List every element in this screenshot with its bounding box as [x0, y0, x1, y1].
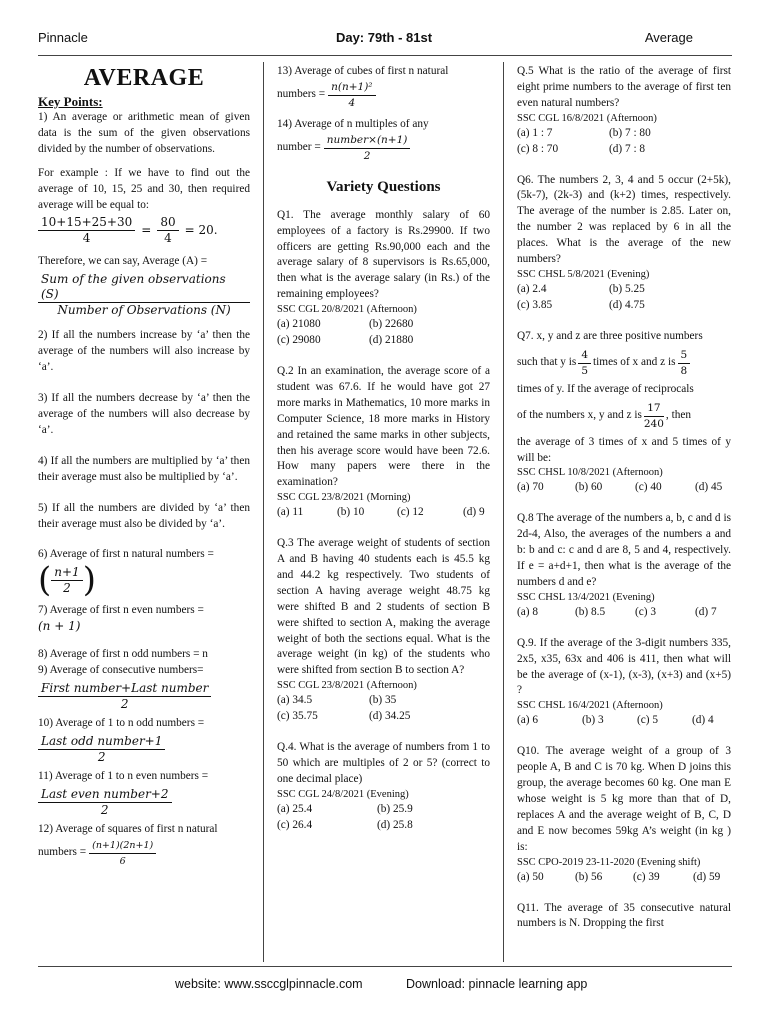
formula-odd: $\frac{\text{Last odd number+1}}{2}$ [38, 734, 165, 765]
key-point-3: 3) If all the numbers decrease by ‘a’ then the average of the numbers will also decrease by ‘a’. [38, 392, 250, 436]
option: (d) 4 [692, 714, 714, 727]
example-numerator: 10+15+25+30 [38, 215, 135, 231]
question-6: Q6. The numbers 2, 3, 4 and 5 occur (2+5k), (5k-7), (2k-3) and (k+2) times, respectively. The average of the number is 2.85. Later on, the number 2 was replaced by 6 in all the places. What is the average of the new numbers? [517, 173, 731, 266]
question-5: Q.5 What is the ratio of the average of first eight prime numbers to the average of first ten even natural numbers? [517, 65, 731, 109]
option: (d) 9 [463, 506, 485, 519]
option: (b) 3 [582, 714, 604, 727]
option: (d) 25.8 [377, 818, 413, 831]
column-1: AVERAGE Key Points: 1) An average or arithmetic mean of given data is the sum of the given observations divided by the number of observations. For example : If we have to find out the average of 10, 15, 25 and 30, then required average will be equal to: $\frac{10+15+25+30}{4}$ = $\frac{80}{4}$ = 20. Therefore, we can say, Average (A) = $\frac{\text{Sum of the given observations (S)}}{\text{Number of Observations (N)}}$ 2) If all the numbers increase by ‘a’ then the average of the numbers will also increase by ‘a’. 3) If all the numbers decrease by ‘a’ then the average of the numbers will also decrease by ‘a’. 4) If all the numbers are multiplied by ‘a’ then their average must also be multiplied by ‘a’. 5) If all the numbers are divided by ‘a’ then their average must also be divided by ‘a’. 6) Average of first n natural numbers = ( $\frac{n+1}{2}$ ) 7) Average of first n even numbers = (n + 1) 8) Average of first n odd numbers = n 9) Average of consecutive numbers= $\frac{\text{First number+Last number}}{2}$ 10) Average of 1 to n odd numbers = $\frac{\text{Last odd number+1}}{2}$ 11) Average of 1 to n even numbers = $\frac{\text{Last even number+2}}{2}$ 12) Average of squares of first n natural numbers = $\frac{(n+1)(2n+1)}{6}$ [38, 65, 250, 867]
page-header [0, 30, 768, 50]
average-formula: $\frac{\text{Sum of the given observations (S)}}{\text{Number of Observations (N)}}$ [38, 272, 250, 318]
option: (a) 11 [277, 506, 304, 519]
question-4: Q.4. What is the average of numbers from 1 to 50 which are multiples of 2 or 5? (correct to one decimal place) [277, 741, 490, 785]
key-point-9: 9) Average of consecutive numbers= [38, 664, 204, 677]
option: (a) 8 [517, 605, 539, 618]
column-3: Q.5 What is the ratio of the average of first eight prime numbers to the average of first ten even natural numbers? SSC CGL 16/8/2021 (Afternoon) (a) 1 : 7 (b) 7 : 80 (c) 8 : 70 (d) 7 : 8 Q6. The numbers 2, 3, 4 and 5 occur (2+5k), (5k-7), (2k-3) and (k+2) times, respectively. The average of the number is 2.85. Later on, the number 2 was replaced by 6 in all the places. What is the average of the new numbers? SSC CHSL 5/8/2021 (Evening) (a) 2.4 (b) 5.25 (c) 3.85 (d) 4.75 Q7. x, y and z are three positive numbers such that y is $\frac{4}{5}$ times of x and z is $\frac{5}{8}$ times of y. If the average of reciprocals of the numbers x, y and z is $\frac{17}{240}$ , then the average of 3 times of x and 5 times of y will be: SSC CHSL 10/8/2021 (Afternoon) (a) 70 (b) 60 (c) 40 (d) 45 Q.8 The average of the numbers a, b, c and d is 2d-4, Also, the averages of the numbers a and b: b and c: c and d are 8, 5 and 4, respectively. If e = a+d+1, then what is the average of the numbers d and e? SSC CHSL 13/4/2021 (Evening) (a) 8 (b) 8.5 (c) 3 (d) 7 Q.9. If the average of the 3-digit numbers 335, 2x5, x35, 63x and 406 is 411, then what will be the average of (x-1), (x-3), (x+3) and (x+5) ? SSC CHSL 16/4/2021 (Afternoon) (a) 6 (b) 3 (c) 5 (d) 4 Q10. The average weight of a group of 3 people A, B and C is 70 kg. When D joins this group, the average becomes 60 kg. One man E whose weight is 5 kg more than that of D, replaces A and the average weight of B, C, D and E now becomes 59kg A’s weight (in kg ) is: SSC CPO-2019 23-11-2020 (Evening shift) (a) 50 (b) 56 (c) 39 (d) 59 Q11. The average of 35 consecutive natural numbers is N. Dropping the first [517, 64, 731, 932]
option: (c) 29080 [277, 334, 321, 347]
footer-download: Download: pinnacle learning app [406, 977, 588, 991]
footer-rule [38, 966, 732, 967]
formula-squares: $\frac{(n+1)(2n+1)}{6}$ [89, 838, 156, 869]
option: (c) 40 [635, 481, 662, 494]
option: (a) 1 : 7 [517, 126, 553, 139]
key-point-12: 12) Average of squares of first n natural [38, 822, 218, 835]
question-3-source: SSC CGL 23/8/2021 (Afternoon) [277, 680, 417, 692]
option: (d) 34.25 [369, 710, 411, 723]
option: (c) 8 : 70 [517, 142, 559, 155]
header-brand: Pinnacle [38, 30, 88, 45]
header-rule [38, 55, 732, 56]
question-1: Q1. The average monthly salary of 60 employees of a factory is Rs.29900. If two officers are getting Rs.90,000 each and the average salary of 8 supervisors is Rs.65,000, then what is the average salary (in Rs.) of the remaining employees? [277, 208, 490, 301]
question-6-source: SSC CHSL 5/8/2021 (Evening) [517, 268, 650, 280]
question-11: Q11. The average of 35 consecutive natural numbers is N. Dropping the first [517, 901, 731, 930]
option: (b) 7 : 80 [609, 126, 651, 139]
option: (b) 10 [337, 506, 365, 519]
option: (b) 5.25 [609, 282, 645, 295]
column-divider-1 [263, 62, 264, 962]
column-2: 13) Average of cubes of first n natural numbers = $\frac{\text{n(n+1)²}}{4}$ 14) Average of n multiples of any number = $\frac{\text{number×(n+1)}}{2}$ Variety Questions Q1. The average monthly salary of 60 employees of a factory is Rs.29900. If two officers are getting Rs.90,000 each and the average salary of 8 supervisors is Rs.65,000, then what is the average salary (in Rs.) of the remaining employees? SSC CGL 20/8/2021 (Afternoon) (a) 21080 (b) 22680 (c) 29080 (d) 21880 Q.2 In an examination, the average score of a student was 67.6. If he would have got 27 more marks in Mathematics, 10 more marks in Computer Science, 18 more marks in History and retained the same marks in other subjects, then his average score would have been 72.6. How many papers were there in the examination? SSC CGL 23/8/2021 (Morning) (a) 11 (b) 10 (c) 12 (d) 9 Q.3 The average weight of students of section A and B having 40 students each is 45.5 kg and 44.2 kg respectively. Two students of section A having average weight 48.75 kg were shifted B and 2 students of section B were shifted to section A, making the average weight of both the sections equal. What is the average weight (in kg) of the students who were shifted from section B to section A? SSC CGL 23/8/2021 (Afternoon) (a) 34.5 (b) 35 (c) 35.75 (d) 34.25 Q.4. What is the average of numbers from 1 to 50 which are multiples of 2 or 5? (correct to one decimal place) SSC CGL 24/8/2021 (Evening) (a) 25.4 (b) 25.9 (c) 26.4 (d) 25.8 [277, 64, 490, 834]
option: (a) 2.4 [517, 282, 547, 295]
option: (c) 26.4 [277, 818, 313, 831]
question-10: Q10. The average weight of a group of 3 people A, B and C is 70 kg. When D joins this group, the average becomes 60 kg. One man E whose weight is 5 kg more than that of D, replaces A and the average weight of B, C, D and E now becomes 59kg A’s weight (in kg ) is: [517, 745, 731, 853]
option: (a) 6 [517, 714, 539, 727]
option: (b) 8.5 [575, 605, 606, 618]
key-point-1: 1) An average or arithmetic mean of given data is the sum of the given observations divided by the number of observations. [38, 111, 250, 155]
key-point-4: 4) If all the numbers are multiplied by ‘a’ then their average must also be multiplied by ‘a’. [38, 454, 250, 483]
key-point-2: 2) If all the numbers increase by ‘a’ then the average of the numbers will also increase by ‘a’. [38, 329, 250, 374]
option: (c) 35.75 [277, 710, 318, 723]
option: (c) 3 [635, 605, 657, 618]
question-7: Q7. x, y and z are three positive numbers [517, 329, 703, 342]
option: (d) 7 : 8 [609, 142, 646, 155]
question-5-source: SSC CGL 16/8/2021 (Afternoon) [517, 112, 657, 124]
option: (c) 12 [397, 506, 424, 519]
option: (a) 50 [517, 870, 544, 883]
option: (a) 25.4 [277, 802, 313, 815]
option: (c) 3.85 [517, 298, 553, 311]
page-title: AVERAGE [83, 65, 205, 91]
option: (b) 56 [575, 870, 603, 883]
question-8-source: SSC CHSL 13/4/2021 (Evening) [517, 591, 655, 603]
question-2-source: SSC CGL 23/8/2021 (Morning) [277, 492, 411, 504]
example-text: For example : If we have to find out the average of 10, 15, 25 and 30, then required average will be equal to: [38, 166, 250, 211]
key-point-11: 11) Average of 1 to n even numbers = [38, 769, 209, 782]
question-9: Q.9. If the average of the 3-digit numbers 335, 2x5, x35, 63x and 406 is 411, then what will be the average of (x-1), (x-3), (x+3) and (x+5) ? [517, 636, 731, 697]
question-1-source: SSC CGL 20/8/2021 (Afternoon) [277, 304, 417, 316]
question-10-source: SSC CPO-2019 23-11-2020 (Evening shift) [517, 856, 701, 868]
question-3: Q.3 The average weight of students of section A and B having 40 students each is 45.5 kg and 44.2 kg respectively. Two students of section A having average weight 48.75 kg were shifted B and 2 students of section B were shifted to section A, making the average weight of both the sections equal. What is the average weight (in kg) of the students who were shifted from section B to section A? [277, 537, 490, 677]
option: (d) 21880 [369, 334, 414, 347]
option: (a) 70 [517, 481, 544, 494]
option: (a) 34.5 [277, 694, 313, 707]
option: (d) 45 [695, 481, 723, 494]
option: (d) 4.75 [609, 298, 645, 311]
question-9-source: SSC CHSL 16/4/2021 (Afternoon) [517, 700, 663, 712]
formula-natural: ( $\frac{n+1}{2}$ ) [38, 560, 96, 601]
option: (a) 21080 [277, 318, 321, 331]
header-day: Day: 79th - 81st [335, 30, 433, 45]
option: (c) 5 [637, 714, 659, 727]
option: (b) 35 [369, 694, 397, 707]
key-point-6: 6) Average of first n natural numbers = [38, 548, 214, 561]
key-point-8: 8) Average of first n odd numbers = n [38, 648, 208, 661]
option: (c) 39 [633, 870, 660, 883]
key-point-14: 14) Average of n multiples of any [277, 117, 429, 130]
question-8: Q.8 The average of the numbers a, b, c and d is 2d-4, Also, the averages of the numbers a and b: b and c: c and d are 8, 5 and 4, respectively. If e = a+d+1, then what is the average of the numbers d and e? [517, 512, 731, 588]
column-divider-2 [503, 62, 504, 962]
example-equation: $\frac{10+15+25+30}{4}$ = $\frac{80}{4}$ = 20. [38, 215, 250, 246]
key-points-heading: Key Points: [38, 94, 103, 109]
section-heading: Variety Questions [326, 178, 441, 195]
option: (b) 22680 [369, 318, 414, 331]
question-4-source: SSC CGL 24/8/2021 (Evening) [277, 788, 409, 800]
formula-even-range: $\frac{\text{Last even number+2}}{2}$ [38, 787, 172, 818]
formula-even: (n + 1) [38, 619, 81, 634]
question-7-source: SSC CHSL 10/8/2021 (Afternoon) [517, 467, 663, 479]
option: (d) 7 [695, 605, 717, 618]
option: (b) 25.9 [377, 802, 413, 815]
option: (b) 60 [575, 481, 603, 494]
formula-consecutive: $\frac{\text{First number+Last number}}{2}$ [38, 681, 211, 712]
option: (d) 59 [693, 870, 721, 883]
formula-cubes: $\frac{\text{n(n+1)²}}{4}$ [328, 80, 375, 111]
example-result: = 20. [184, 222, 218, 237]
formula-multiples: $\frac{\text{number×(n+1)}}{2}$ [324, 133, 411, 164]
key-point-13: 13) Average of cubes of first n natural [277, 65, 449, 77]
key-point-5: 5) If all the numbers are divided by ‘a’ then their average must also be divided by ‘a’. [38, 501, 250, 530]
average-definition: Therefore, we can say, Average (A) = [38, 255, 208, 268]
header-topic: Average [644, 30, 693, 45]
question-2: Q.2 In an examination, the average score of a student was 67.6. If he would have got 27 more marks in Mathematics, 10 more marks in Computer Science, 18 more marks in History and retained the same marks in other subjects, then his average score would have been 72.6. How many papers were there in the examination? [277, 364, 490, 489]
key-point-7: 7) Average of first n even numbers = [38, 604, 204, 617]
footer-website: website: www.ssccglpinnacle.com [175, 977, 363, 991]
key-point-10: 10) Average of 1 to n odd numbers = [38, 716, 205, 729]
